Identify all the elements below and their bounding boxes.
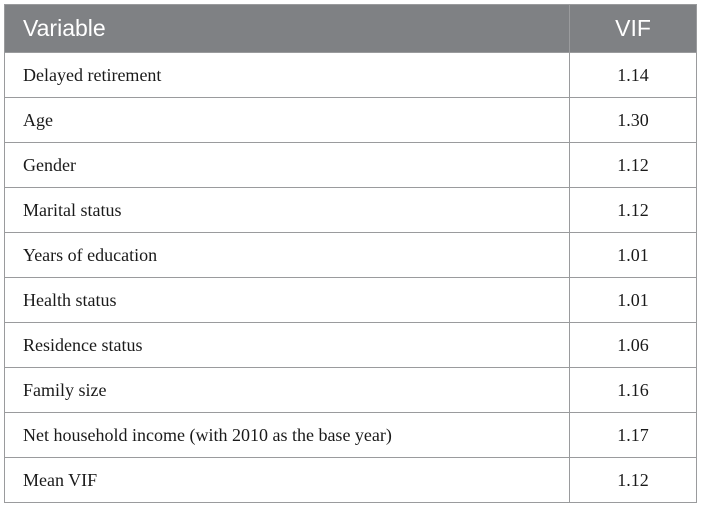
cell-variable: Net household income (with 2010 as the base year): [5, 413, 570, 458]
cell-variable: Mean VIF: [5, 458, 570, 503]
cell-vif: 1.17: [570, 413, 697, 458]
table-row: [5, 53, 697, 98]
cell-variable: Years of education: [5, 233, 570, 278]
cell-variable: Family size: [5, 368, 570, 413]
cell-vif: 1.30: [570, 98, 697, 143]
vif-table-container: [4, 4, 696, 503]
cell-vif: 1.12: [570, 458, 697, 503]
cell-variable: Delayed retirement: [5, 53, 570, 98]
cell-vif: 1.12: [570, 143, 697, 188]
cell-vif: 1.06: [570, 323, 697, 368]
table-row: [5, 233, 697, 278]
cell-variable: Marital status: [5, 188, 570, 233]
table-row: [5, 98, 697, 143]
table-row: [5, 188, 697, 233]
cell-variable: Gender: [5, 143, 570, 188]
header-row: [5, 5, 697, 53]
cell-vif: 1.16: [570, 368, 697, 413]
table-row: [5, 323, 697, 368]
header-variable: Variable: [5, 5, 570, 53]
table-row: [5, 143, 697, 188]
table-row: [5, 368, 697, 413]
cell-vif: 1.01: [570, 278, 697, 323]
header-vif: VIF: [570, 5, 697, 53]
cell-variable: Age: [5, 98, 570, 143]
cell-vif: 1.01: [570, 233, 697, 278]
table-row: [5, 458, 697, 503]
vif-table: [4, 4, 697, 503]
cell-variable: Health status: [5, 278, 570, 323]
cell-variable: Residence status: [5, 323, 570, 368]
cell-vif: 1.12: [570, 188, 697, 233]
cell-vif: 1.14: [570, 53, 697, 98]
table-row: [5, 413, 697, 458]
table-row: [5, 278, 697, 323]
table-header: [5, 5, 697, 53]
table-body: [5, 53, 697, 503]
